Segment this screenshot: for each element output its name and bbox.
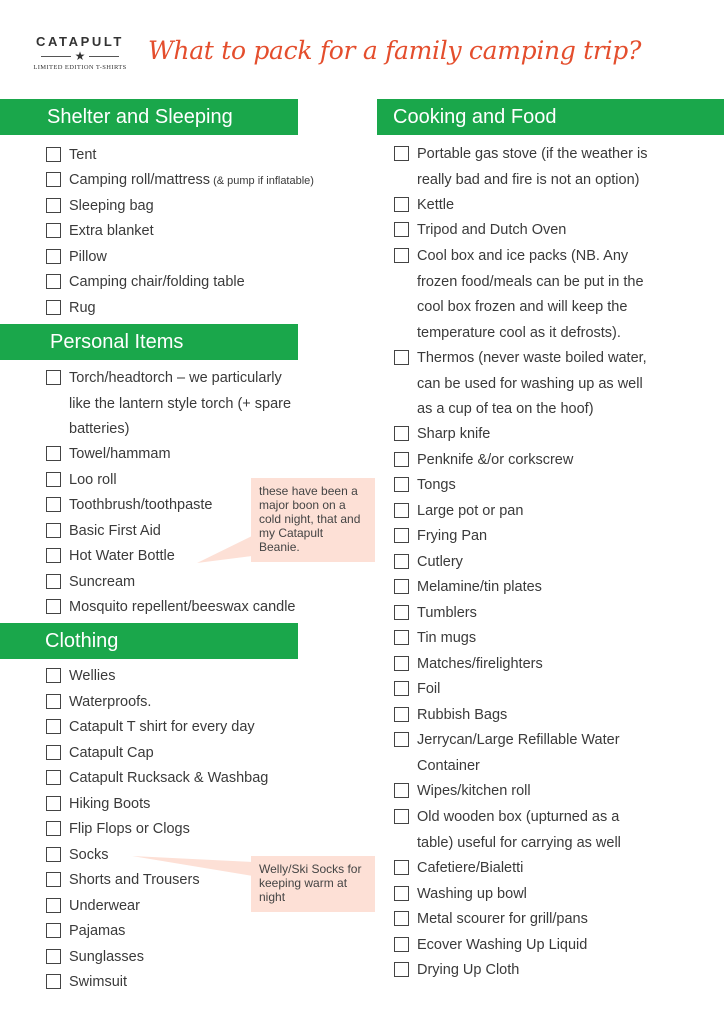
checklist-item [46, 493, 213, 519]
item-label: Tin mugs [417, 630, 477, 646]
checklist-item [394, 575, 542, 601]
section-header-shelter: Shelter and Sleeping [0, 99, 298, 135]
item-label: Large pot or pan [417, 503, 524, 519]
callout-pointer [195, 536, 255, 566]
item-label: Foil [417, 681, 441, 697]
item-label: Rug [69, 300, 96, 316]
checklist-item [46, 715, 255, 741]
checkbox[interactable] [394, 656, 409, 671]
checklist-item [394, 677, 440, 703]
checklist-item [46, 817, 190, 843]
checkbox[interactable] [394, 911, 409, 926]
item-label: Suncream [69, 574, 136, 590]
item-label: Cutlery [417, 554, 463, 570]
item-label: Wellies [69, 668, 116, 684]
item-label: Catapult T shirt for every day [69, 719, 255, 735]
checkbox[interactable] [394, 579, 409, 594]
checkbox[interactable] [394, 630, 409, 645]
checklist-item [46, 970, 127, 996]
item-label: Socks [69, 847, 109, 863]
item-label: Wipes/kitchen roll [417, 783, 531, 799]
checklist-item [46, 595, 296, 621]
item-label: Portable gas stove (if the weather is really bad and fire is not an option) [417, 146, 648, 188]
item-label: Washing up bowl [417, 886, 527, 902]
checklist-item [394, 524, 487, 550]
item-label: Frying Pan [417, 528, 488, 544]
checklist-item [46, 843, 109, 869]
logo-divider [89, 56, 119, 57]
checkbox[interactable] [394, 783, 409, 798]
logo-brand-text: CATAPULT [36, 34, 124, 49]
item-label: Towel/hammam [69, 446, 171, 462]
checklist-item [46, 366, 291, 443]
checkbox[interactable] [394, 809, 409, 824]
checklist-item [46, 194, 154, 220]
callout-socks: Welly/Ski Socks for keeping warm at night [251, 856, 375, 912]
item-label: Thermos (never waste boiled water, can be used for washing up as well as a cup of tea on the hoof) [417, 350, 647, 417]
checkbox[interactable] [394, 503, 409, 518]
checklist-item [46, 766, 268, 792]
callout-pointer [130, 852, 255, 878]
checklist-item [394, 958, 519, 984]
checkbox[interactable] [394, 350, 409, 365]
checkbox[interactable] [46, 523, 61, 538]
checklist-item [46, 945, 144, 971]
checklist-item [394, 856, 523, 882]
item-label: Hiking Boots [69, 796, 151, 812]
checklist-item [46, 519, 161, 545]
checklist-item [46, 919, 125, 945]
logo-star-row [28, 49, 132, 63]
checkbox[interactable] [46, 599, 61, 614]
checklist-item [46, 690, 151, 716]
checkbox[interactable] [46, 472, 61, 487]
checkbox[interactable] [394, 197, 409, 212]
checklist-item [46, 270, 245, 296]
checkbox[interactable] [394, 962, 409, 977]
checkbox[interactable] [394, 528, 409, 543]
logo-subtitle: LIMITED EDITION T-SHIRTS [33, 64, 127, 71]
checklist-item [394, 703, 507, 729]
brand-logo [28, 34, 132, 71]
checklist-item [394, 499, 523, 525]
item-label: Rubbish Bags [417, 707, 508, 723]
item-label: Metal scourer for grill/pans [417, 911, 588, 927]
item-label: Mosquito repellent/beeswax candle [69, 599, 296, 615]
checklist-item [394, 473, 456, 499]
checkbox[interactable] [394, 681, 409, 696]
checkbox[interactable] [46, 370, 61, 385]
item-label: Shorts and Trousers [69, 872, 200, 888]
checklist-item [46, 296, 96, 322]
checkbox[interactable] [46, 770, 61, 785]
item-label: Drying Up Cloth [417, 962, 520, 978]
checkbox[interactable] [46, 719, 61, 734]
item-label: Penknife &/or corkscrew [417, 452, 574, 468]
checkbox[interactable] [394, 554, 409, 569]
item-label: Melamine/tin plates [417, 579, 542, 595]
item-label: Sharp knife [417, 426, 491, 442]
item-label: Cool box and ice packs (NB. Any frozen food/meals can be put in the cool box frozen and will keep the temperature cool as it defrosts). [417, 248, 644, 341]
item-label: Sleeping bag [69, 198, 154, 214]
checkbox[interactable] [394, 707, 409, 722]
item-label: Cafetiere/Bialetti [417, 860, 524, 876]
checkbox[interactable] [46, 923, 61, 938]
item-label: Tripod and Dutch Oven [417, 222, 567, 238]
checkbox[interactable] [394, 222, 409, 237]
checklist-item [46, 894, 140, 920]
checkbox[interactable] [394, 605, 409, 620]
checkbox[interactable] [46, 300, 61, 315]
checklist-item [46, 245, 107, 271]
checkbox[interactable] [46, 223, 61, 238]
checkbox[interactable] [46, 574, 61, 589]
checklist-item [394, 601, 477, 627]
item-label: Jerrycan/Large Refillable Water Container [417, 732, 620, 774]
checklist-item [394, 244, 644, 346]
item-label: Torch/headtorch – we particularly like the lantern style torch (+ spare batteries) [69, 370, 292, 437]
checkbox[interactable] [394, 248, 409, 263]
checkbox[interactable] [46, 974, 61, 989]
checklist-item [394, 346, 647, 423]
checkbox[interactable] [46, 497, 61, 512]
item-label: Camping roll/mattress [69, 172, 211, 188]
item-note: (& pump if inflatable) [210, 175, 314, 187]
checkbox[interactable] [46, 949, 61, 964]
item-label: Extra blanket [69, 223, 154, 239]
checkbox[interactable] [46, 898, 61, 913]
item-label: Waterproofs. [69, 694, 152, 710]
checkbox[interactable] [394, 860, 409, 875]
checklist-item [394, 652, 543, 678]
checkbox[interactable] [394, 146, 409, 161]
checkbox[interactable] [46, 872, 61, 887]
item-label: Tongs [417, 477, 456, 493]
checklist-item [46, 741, 154, 767]
checklist-item [46, 442, 171, 468]
section-header-clothing: Clothing [0, 623, 298, 659]
item-label: Kettle [417, 197, 455, 213]
checkbox[interactable] [394, 732, 409, 747]
item-label: Pillow [69, 249, 107, 265]
checkbox[interactable] [46, 172, 61, 187]
checkbox[interactable] [46, 821, 61, 836]
checkbox[interactable] [394, 477, 409, 492]
checkbox[interactable] [394, 452, 409, 467]
checklist-item [46, 468, 117, 494]
checklist-item [46, 143, 96, 169]
checklist-item [394, 193, 454, 219]
logo-divider [41, 56, 71, 57]
item-label: Old wooden box (upturned as a table) useful for carrying as well [417, 809, 621, 851]
section-header-cooking: Cooking and Food [377, 99, 724, 135]
checkbox[interactable] [46, 796, 61, 811]
checklist-item [394, 882, 527, 908]
checklist-item [46, 168, 314, 195]
checklist-item [394, 933, 587, 959]
item-label: Ecover Washing Up Liquid [417, 937, 588, 953]
checkbox[interactable] [46, 249, 61, 264]
checklist-item [394, 779, 531, 805]
checklist-item [394, 728, 620, 779]
checkbox[interactable] [46, 274, 61, 289]
checkbox[interactable] [46, 668, 61, 683]
checkbox[interactable] [46, 548, 61, 563]
item-label: Matches/firelighters [417, 656, 543, 672]
item-label: Loo roll [69, 472, 117, 488]
section-header-personal: Personal Items [0, 324, 298, 360]
checklist-item [394, 448, 573, 474]
item-label: Sunglasses [69, 949, 144, 965]
checklist-item [46, 544, 175, 570]
item-label: Underwear [69, 898, 140, 914]
checklist-item [394, 550, 463, 576]
checkbox[interactable] [46, 694, 61, 709]
item-label: Flip Flops or Clogs [69, 821, 190, 837]
item-label: Tent [69, 147, 97, 163]
checkbox[interactable] [394, 886, 409, 901]
item-label: Pajamas [69, 923, 126, 939]
item-label: Tumblers [417, 605, 477, 621]
checklist-item [46, 219, 154, 245]
item-label: Hot Water Bottle [69, 548, 175, 564]
checklist-item [394, 626, 476, 652]
checklist-item [394, 422, 490, 448]
checkbox[interactable] [46, 147, 61, 162]
checklist-item [46, 664, 115, 690]
checklist-item [394, 142, 648, 193]
checkbox[interactable] [394, 426, 409, 441]
checklist-item [394, 907, 588, 933]
callout-hot-water-bottle: these have been a major boon on a cold night, that and my Catapult Beanie. [251, 478, 375, 562]
page-title: What to pack for a family camping trip? [148, 36, 642, 65]
item-label: Catapult Rucksack & Washbag [69, 770, 269, 786]
star-icon: ★ [74, 49, 86, 63]
checklist-item [394, 805, 621, 856]
checklist-item [46, 570, 135, 596]
checkbox[interactable] [46, 446, 61, 461]
item-label: Toothbrush/toothpaste [69, 497, 213, 513]
checkbox[interactable] [46, 847, 61, 862]
item-label: Basic First Aid [69, 523, 161, 539]
checklist-item [46, 792, 150, 818]
item-label: Camping chair/folding table [69, 274, 245, 290]
item-label: Swimsuit [69, 974, 128, 990]
checkbox[interactable] [394, 937, 409, 952]
checkbox[interactable] [46, 198, 61, 213]
checklist-item [394, 218, 566, 244]
checkbox[interactable] [46, 745, 61, 760]
item-label: Catapult Cap [69, 745, 154, 761]
